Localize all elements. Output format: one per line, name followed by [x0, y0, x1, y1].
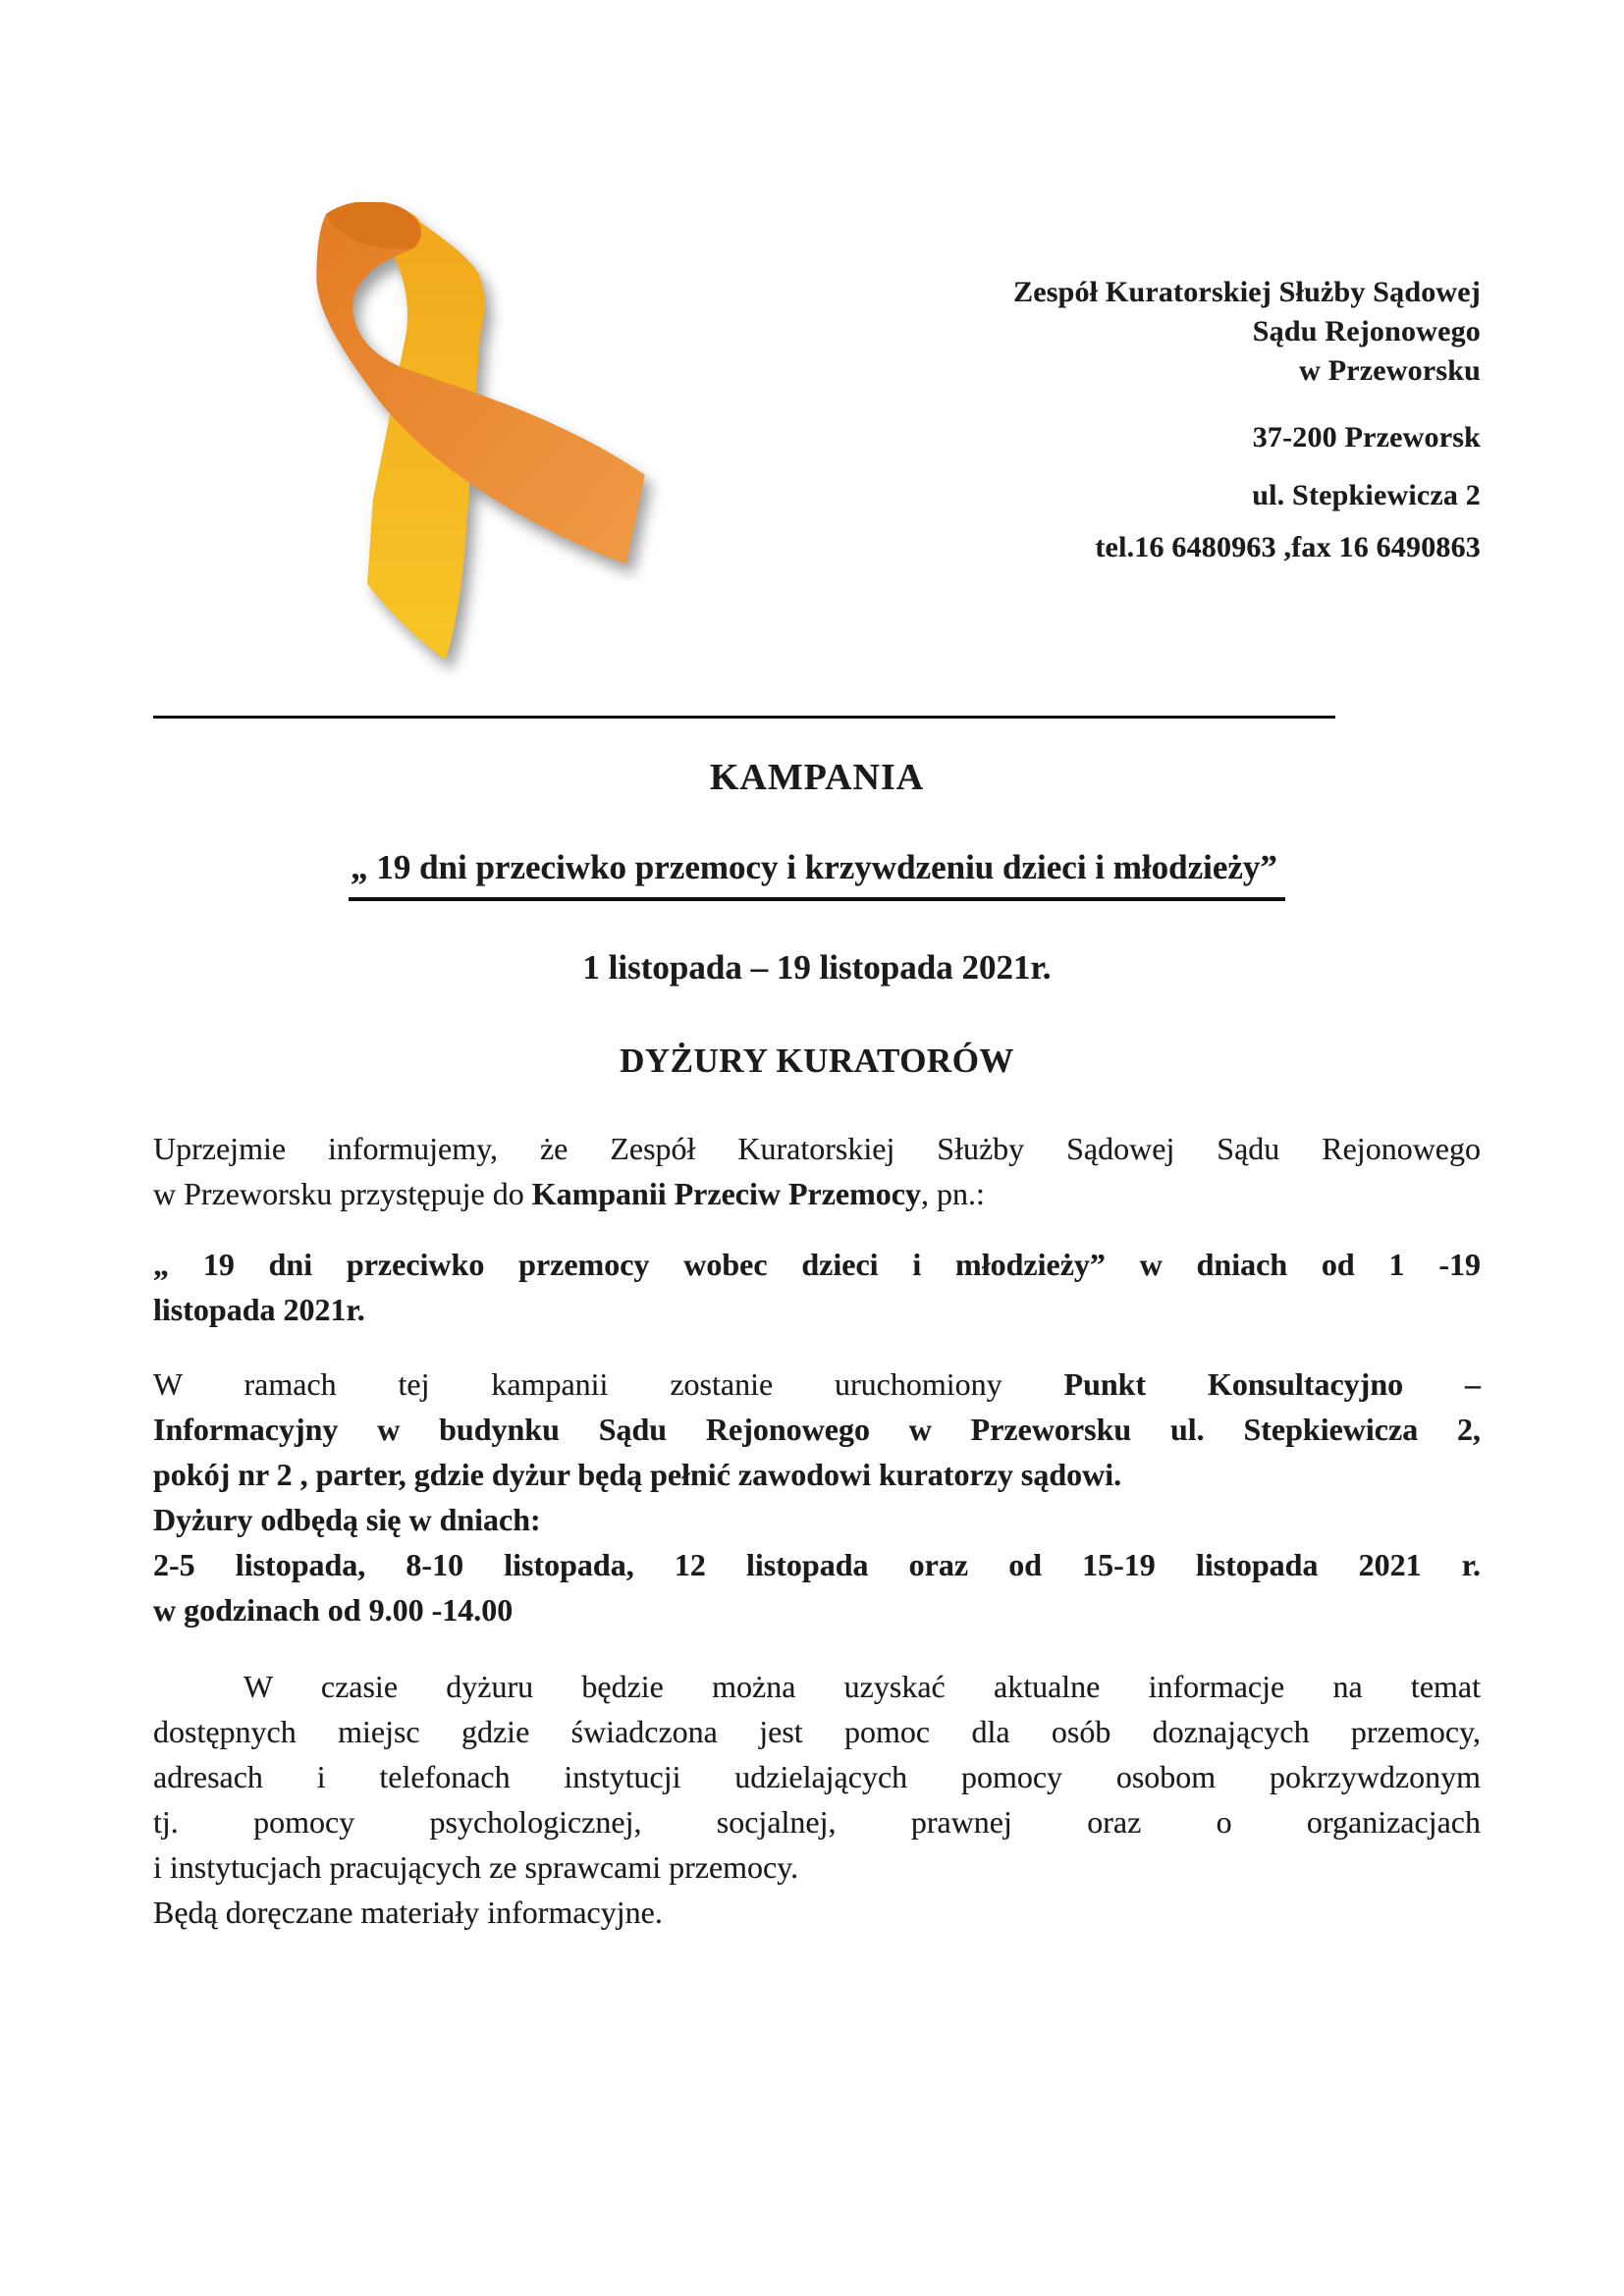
sender-org-unit: Sądu Rejonowego — [1252, 315, 1481, 347]
text-line — [153, 1362, 1481, 1407]
text-segment: , pn.: — [920, 1176, 985, 1211]
ribbon-orange-band — [316, 202, 644, 564]
text-line: Będą doręczane materiały informacyjne. — [153, 1895, 663, 1930]
text-line: W czasie dyżuru będzie można uzyskać aktualne informacje na temat — [244, 1669, 1481, 1704]
text-line: tj. pomocy psychologicznej, socjalnej, prawnej oraz o organizacjach — [153, 1804, 1481, 1840]
text-segment: W ramach tej kampanii zostanie uruchomiony — [153, 1366, 1064, 1402]
sender-street: ul. Stepkiewicza 2 — [1252, 479, 1481, 511]
text-line: 2-5 listopada, 8-10 listopada, 12 listopada oraz od 15-19 listopada 2021 r. — [153, 1547, 1481, 1582]
sender-org-name: Zespół Kuratorskiej Służby Sądowej — [1012, 276, 1481, 308]
paragraph-info — [153, 1664, 1481, 1935]
duty-heading: DYŻURY KURATORÓW — [620, 1041, 1014, 1080]
letterhead — [153, 0, 1481, 717]
text-segment: w Przeworsku przystępuje do — [153, 1176, 532, 1211]
campaign-title: KAMPANIA — [709, 757, 925, 798]
text-line: listopada 2021r. — [153, 1292, 365, 1327]
paragraph-consultation-point — [153, 1362, 1481, 1632]
text-line: Uprzejmie informujemy, że Zespół Kuratorskiej Służby Sądowej Sądu Rejonowego — [153, 1131, 1481, 1166]
campaign-subtitle-text: „ 19 dni przeciwko przemocy i krzywdzeniu dzieci i młodzieży” — [349, 844, 1285, 901]
text-segment-bold: Kampanii Przeciw Przemocy — [531, 1176, 921, 1211]
campaign-subtitle — [153, 844, 1481, 901]
paragraph-campaign-name — [153, 1242, 1481, 1332]
orange-ribbon-icon — [312, 202, 654, 679]
text-line: i instytucjach pracujących ze sprawcami przemocy. — [153, 1849, 799, 1885]
text-line — [153, 1171, 1481, 1216]
text-line: „ 19 dni przeciwko przemocy wobec dzieci i młodzieży” w dniach od 1 -19 — [153, 1247, 1481, 1282]
paragraph-intro — [153, 1126, 1481, 1216]
sender-postal-code: 37-200 Przeworsk — [1252, 421, 1481, 454]
campaign-dates: 1 listopada – 19 listopada 2021r. — [582, 948, 1052, 987]
text-line: Informacyjny w budynku Sądu Rejonowego w Przeworsku ul. Stepkiewicza 2, — [153, 1412, 1481, 1447]
sender-phone-fax: tel.16 6480963 ,fax 16 6490863 — [1095, 531, 1481, 563]
text-line: w godzinach od 9.00 -14.00 — [153, 1592, 514, 1628]
text-segment-bold: Punkt Konsultacyjno – — [1063, 1366, 1481, 1402]
text-line: Dyżury odbędą się w dniach: — [153, 1502, 541, 1537]
sender-org-city: w Przeworsku — [1299, 354, 1481, 387]
text-line: dostępnych miejsc gdzie świadczona jest pomoc dla osób doznających przemocy, — [153, 1714, 1481, 1749]
horizontal-rule — [153, 716, 1335, 719]
text-line: adresach i telefonach instytucji udzielających pomocy osobom pokrzywdzonym — [153, 1759, 1481, 1794]
orange-ribbon-svg — [312, 202, 654, 679]
text-line: pokój nr 2 , parter, gdzie dyżur będą pełnić zawodowi kuratorzy sądowi. — [153, 1457, 1122, 1492]
